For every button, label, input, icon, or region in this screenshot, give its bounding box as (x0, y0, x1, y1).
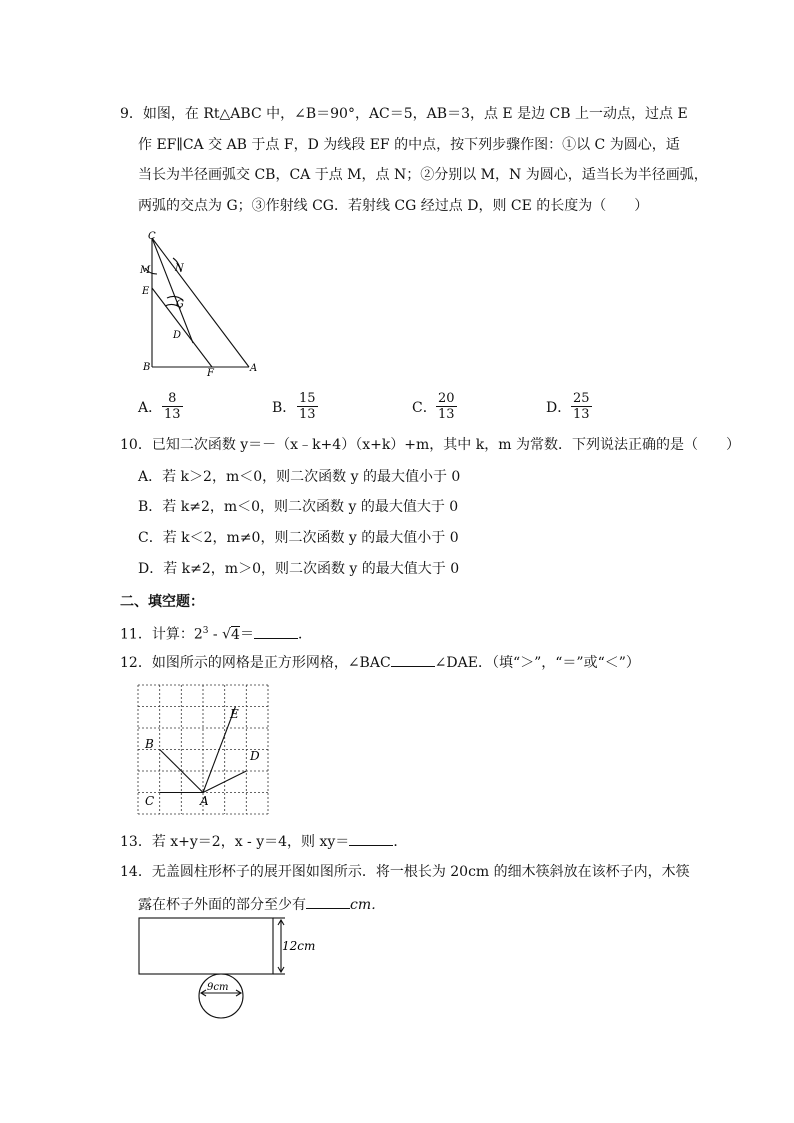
q12-label-A: A (200, 794, 209, 808)
q9-label-M: M (140, 265, 151, 276)
q9-label-D: D (173, 330, 182, 341)
q10-option-d[interactable]: D．若 k≠2，m＞0，则二次函数 y 的最大值大于 0 (138, 561, 460, 577)
q14-prefix: 露在杯子外面的部分至少有 (138, 897, 306, 913)
q13-prefix: 13．若 x+y＝2，x - y＝4，则 xy＝ (120, 834, 350, 850)
q9-label-B: B (143, 362, 151, 373)
q12-answer-blank[interactable] (391, 652, 435, 667)
q11-answer-blank[interactable] (254, 624, 298, 639)
q9-option-d-num: 25 (573, 391, 590, 406)
q9-option-b-fraction (297, 391, 318, 422)
q14-line-1: 14．无盖圆柱形杯子的展开图如图所示．将一根长为 20cm 的细木筷斜放在该杯子内，木筷 (120, 864, 690, 880)
q14-height-label: 12cm (282, 939, 316, 953)
q9-option-c-fraction (436, 391, 457, 422)
q9-label-G: G (176, 299, 184, 310)
q9-option-d-fraction (571, 391, 592, 422)
q14-unit: cm． (350, 897, 386, 913)
q11-exponent: 3 (202, 626, 209, 636)
q10-option-c[interactable]: C．若 k＜2，m≠0，则二次函数 y 的最大值小于 0 (138, 530, 459, 546)
q12-grid-figure (137, 684, 271, 816)
q9-option-d-den: 13 (573, 407, 590, 422)
q9-option-c-num: 20 (438, 391, 455, 406)
q9-option-a[interactable] (138, 398, 162, 418)
q13 (120, 831, 407, 852)
q9-option-c-letter: C． (412, 400, 437, 416)
sqrt-icon: √ (222, 626, 232, 643)
q9-option-d[interactable] (546, 398, 571, 418)
q9-option-a-den: 13 (164, 407, 181, 422)
q9-option-b-letter: B． (272, 400, 297, 416)
q14-cylinder-net-figure (135, 912, 325, 1042)
q9-option-a-num: 8 (162, 391, 183, 407)
q12-label-C: C (145, 794, 155, 808)
q9-option-c[interactable] (412, 398, 437, 418)
q9-line-1: 9．如图，在 Rt△ABC 中，∠B＝90°，AC＝5，AB＝3，点 E 是边 CB 上一动点，过点 E (120, 106, 688, 122)
q11 (120, 621, 312, 645)
q12 (120, 652, 640, 673)
q9-option-b-num: 15 (299, 391, 316, 406)
q9-option-d-letter: D． (546, 400, 572, 416)
q9-option-a-fraction (162, 391, 183, 422)
q9-label-F: F (207, 368, 214, 378)
q9-line-2: 作 EF∥CA 交 AB 于点 F，D 为线段 EF 的中点，按下列步骤作图：①以 C 为圆心，适 (138, 137, 680, 153)
q11-equals: ＝ (239, 626, 254, 643)
q10-option-b[interactable]: B．若 k≠2，m＜0，则二次函数 y 的最大值大于 0 (138, 499, 459, 515)
q9-option-b[interactable] (272, 398, 296, 418)
section-title-fill-in: 二、填空题： (120, 594, 204, 610)
q9-line-4: 两弧的交点为 G；③作射线 CG．若射线 CG 经过点 D，则 CE 的长度为（ ） (138, 198, 649, 214)
q13-answer-blank[interactable] (349, 831, 393, 846)
q9-label-E: E (142, 286, 150, 297)
q10-option-a[interactable]: A．若 k＞2，m＜0，则二次函数 y 的最大值小于 0 (138, 469, 461, 485)
q9-option-a-letter: A． (138, 400, 163, 416)
q11-prefix: 11．计算：2 (120, 626, 203, 643)
q11-radicand: 4 (231, 626, 240, 643)
q13-end: ． (393, 834, 408, 850)
q9-label-N: N (175, 263, 184, 274)
q9-triangle-figure (135, 228, 265, 378)
q12-label-D: D (250, 749, 260, 763)
q11-end: ． (297, 626, 312, 643)
q9-label-C: C (148, 231, 156, 242)
q14-circle-label: 9cm (207, 982, 229, 993)
q9-option-b-den: 13 (299, 407, 316, 422)
q12-middle: ∠DAE．（填“＞”，“＝”或“＜”） (434, 655, 640, 671)
q9-label-A: A (250, 363, 258, 374)
q12-label-B: B (145, 737, 154, 751)
q14-answer-blank[interactable] (306, 894, 350, 909)
q9-line-3: 当长为半径画弧交 CB，CA 于点 M，点 N；②分别以 M，N 为圆心，适当长为半径画弧， (138, 167, 708, 183)
q12-label-E: E (230, 707, 239, 721)
q9-option-c-den: 13 (438, 407, 455, 422)
q12-prefix: 12．如图所示的网格是正方形网格，∠BAC (120, 655, 391, 671)
q11-minus: - (208, 626, 223, 643)
q10-stem: 10．已知二次函数 y＝－（x﹣k+4）（x+k）+m，其中 k，m 为常数．下列说法正确的是（ ） (120, 437, 740, 453)
